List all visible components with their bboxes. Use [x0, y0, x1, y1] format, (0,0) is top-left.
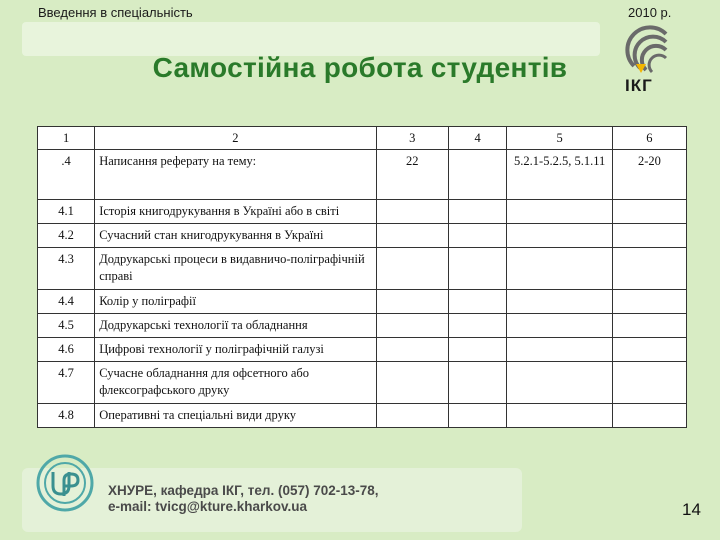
page-number: 14	[682, 500, 701, 519]
row-number: 4.4	[38, 290, 95, 314]
topic-text: Додрукарські технології та обладнання	[95, 314, 376, 338]
table-row	[38, 362, 687, 404]
year-label: 2010 р.	[628, 5, 672, 20]
slide-title: Самостійна робота студентів	[152, 52, 568, 83]
header-cell: 5	[507, 127, 612, 150]
header-cell: 3	[376, 127, 448, 150]
independent-work-table	[37, 126, 687, 428]
table-row	[38, 290, 687, 314]
header-cell: 2	[95, 127, 376, 150]
topic-text: Додрукарські процеси в видавничо-поліграфічній справі	[95, 248, 376, 290]
row-number: 4.6	[38, 338, 95, 362]
course-title: Введення в спеціальність	[38, 5, 193, 20]
row-number: 4.2	[38, 224, 95, 248]
footer-contact-line: ХНУРЕ, кафедра ІКГ, тел. (057) 702-13-78,	[108, 483, 379, 498]
row-number: 4.5	[38, 314, 95, 338]
hours-cell: 22	[376, 150, 448, 200]
row-number: 4.8	[38, 404, 95, 428]
table-header-row	[38, 127, 687, 150]
table-row	[38, 150, 687, 200]
table-row	[38, 200, 687, 224]
topic-text: Історія книгодрукування в Україні або в світі	[95, 200, 376, 224]
header-cell: 1	[38, 127, 95, 150]
task-text: Написання реферату на тему:	[95, 150, 376, 200]
week-cell	[448, 150, 507, 200]
table-row	[38, 224, 687, 248]
table-row	[38, 404, 687, 428]
header-cell: 4	[448, 127, 507, 150]
row-number: .4	[38, 150, 95, 200]
table-row	[38, 314, 687, 338]
table-row	[38, 338, 687, 362]
footer-email-line: e-mail: tvicg@kture.kharkov.ua	[108, 499, 307, 514]
header-cell: 6	[612, 127, 686, 150]
topic-text: Колір у поліграфії	[95, 290, 376, 314]
row-number: 4.3	[38, 248, 95, 290]
university-logo-icon	[34, 452, 96, 514]
ikg-logo-text: ІКГ	[625, 76, 653, 95]
table-row	[38, 248, 687, 290]
topic-text: Сучасне обладнання для офсетного або флексографського друку	[95, 362, 376, 404]
row-number: 4.7	[38, 362, 95, 404]
topic-text: Сучасний стан книгодрукування в Україні	[95, 224, 376, 248]
row-number: 4.1	[38, 200, 95, 224]
range-cell: 2-20	[612, 150, 686, 200]
literature-cell: 5.2.1-5.2.5, 5.1.11	[507, 150, 612, 200]
title-band	[22, 22, 600, 56]
topic-text: Оперативні та спеціальні види друку	[95, 404, 376, 428]
topic-text: Цифрові технології у поліграфічній галузі	[95, 338, 376, 362]
